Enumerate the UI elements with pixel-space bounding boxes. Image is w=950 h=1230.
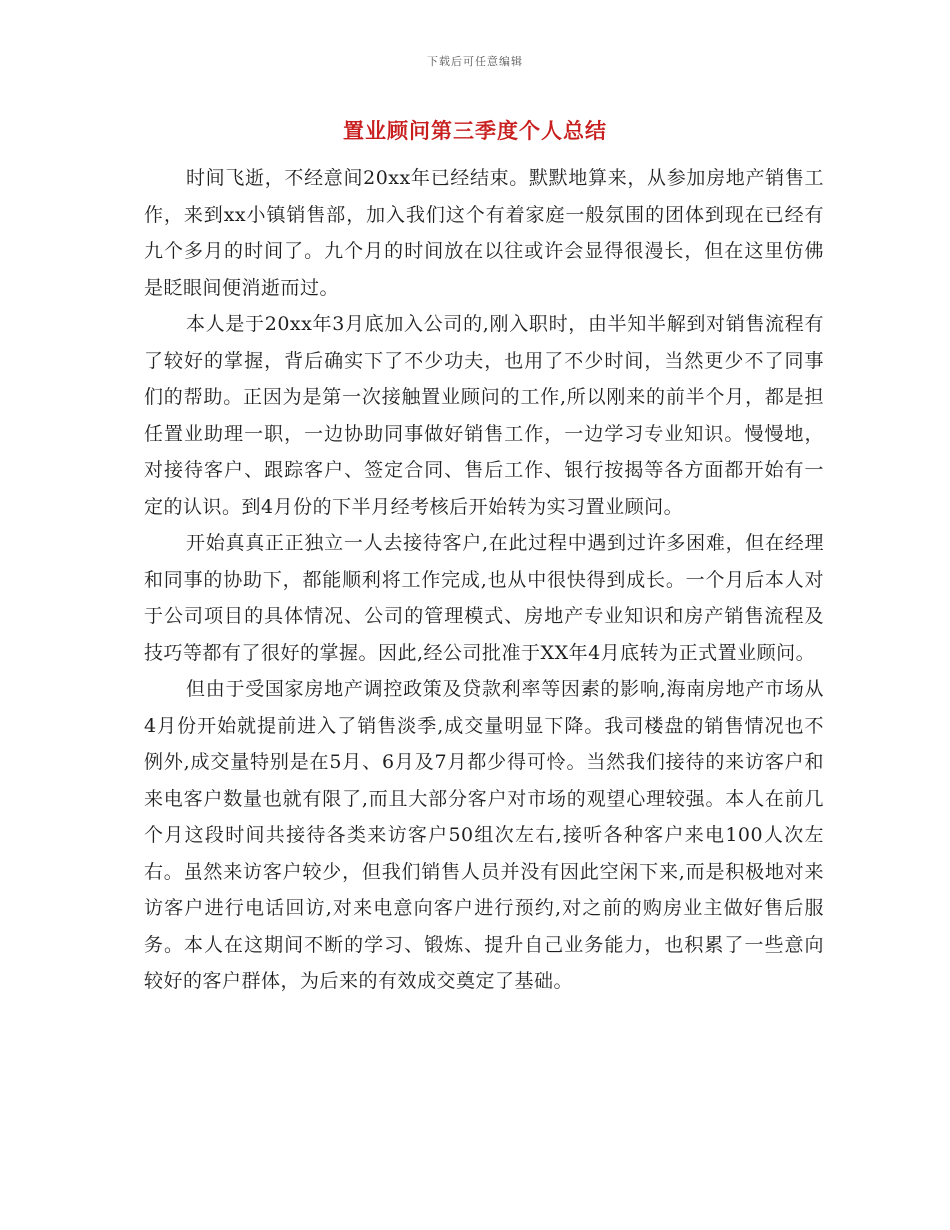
- document-title: 置业顾问第三季度个人总结: [343, 119, 607, 143]
- paragraph-3: 开始真真正正独立一人去接待客户,在此过程中遇到过许多困难，但在经理和同事的协助下，都能顺利将工作完成,也从中很快得到成长。一个月后本人对于公司项目的具体情况、公司的管理模式、房地产专业知识和房产销售流程及技巧等都有了很好的掌握。因此,经公司批准于XX年4月底转为正式置业顾问。: [144, 532, 824, 664]
- header-note: 下载后可任意编辑: [427, 55, 523, 68]
- document-body: [144, 160, 824, 1000]
- paragraph-4: 但由于受国家房地产调控政策及贷款利率等因素的影响,海南房地产市场从4月份开始就提前进入了销售淡季,成交量明显下降。我司楼盘的销售情况也不例外,成交量特别是在5月、6月及7月都少得可怜。当然我们接待的来访客户和来电客户数量也就有限了,而且大部分客户对市场的观望心理较强。本人在前几个月这段时间共接待各类来访客户50组次左右,接听各种客户来电100人次左右。虽然来访客户较少，但我们销售人员并没有因此空闲下来,而是积极地对来访客户进行电话回访,对来电意向客户进行预约,对之前的购房业主做好售后服务。本人在这期间不断的学习、锻炼、提升自己业务能力，也积累了一些意向较好的客户群体，为后来的有效成交奠定了基础。: [144, 678, 824, 992]
- paragraph-2: 本人是于20xx年3月底加入公司的,刚入职时，由半知半解到对销售流程有了较好的掌握，背后确实下了不少功夫，也用了不少时间，当然更少不了同事们的帮助。正因为是第一次接触置业顾问的工作,所以刚来的前半个月，都是担任置业助理一职，一边协助同事做好销售工作，一边学习专业知识。慢慢地，对接待客户、跟踪客户、签定合同、售后工作、银行按揭等各方面都开始有一定的认识。到4月份的下半月经考核后开始转为实习置业顾问。: [144, 313, 824, 518]
- paragraph-1: 时间飞逝，不经意间20xx年已经结束。默默地算来，从参加房地产销售工作，来到xx小镇销售部，加入我们这个有着家庭一般氛围的团体到现在已经有九个多月的时间了。九个月的时间放在以往或许会显得很漫长，但在这里仿佛是眨眼间便消逝而过。: [144, 167, 824, 299]
